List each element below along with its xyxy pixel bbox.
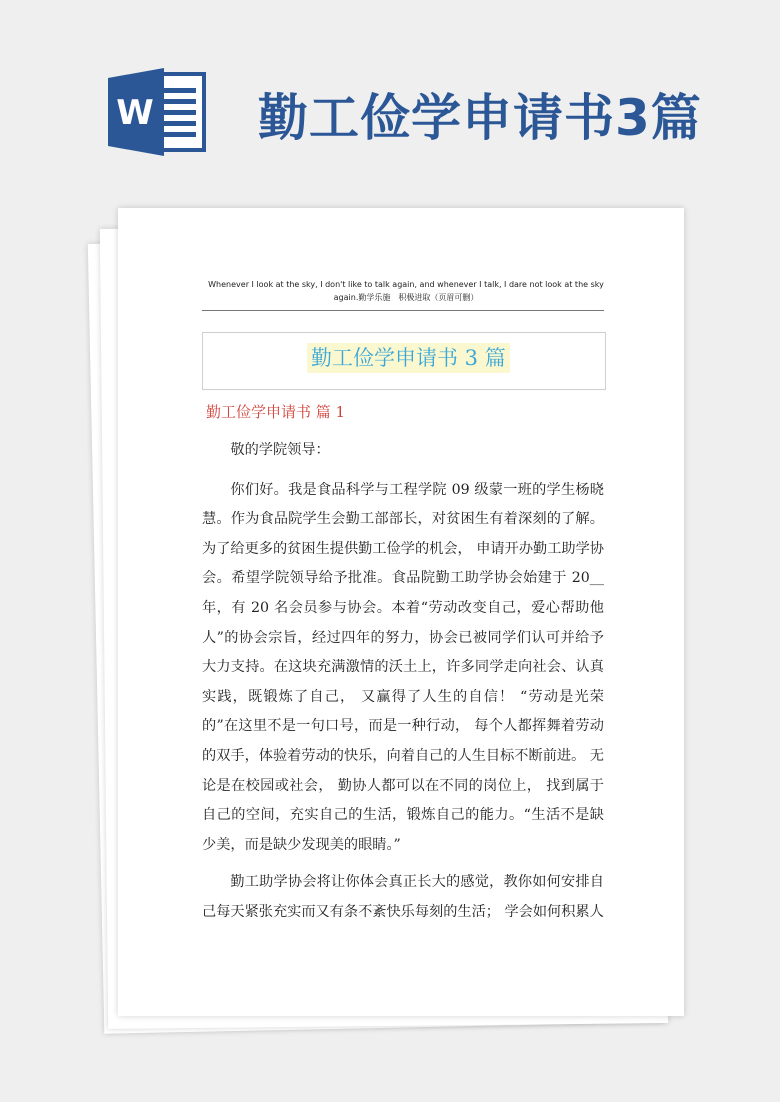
document-title: 勤工俭学申请书3篇: [258, 89, 702, 147]
paragraph-1: 你们好。我是食品科学与工程学院 09 级蒙一班的学生杨晓慧。作为食品院学生会勤工部部长，对贫困生有着深刻的了解。为了给更多的贫困生提供勤工俭学的机会， 申请开办勤工助学协会。希望学院领导给予批准。食品院勤工助学协会始建于 20__ 年，有 20 名会员参与协会。本着“劳动改变自己，爱心帮助他人”的协会宗旨，经过四年的努力，协会已被同学们认可并给予大力支持。在这块充满激情的沃土上，许多同学走向社会、认真实践，既锻炼了自己， 又赢得了人生的自信！ “劳动是光荣的”在这里不是一句口号，而是一种行动， 每个人都挥舞着劳动的双手，体验着劳动的快乐，向着自己的人生目标不断前进。 无论是在校园或社会， 勤协人都可以在不同的岗位上， 找到属于自己的空间，充实自己的生活，锻炼自己的能力。“生活不是缺少美，而是缺少发现美的眼睛。”: [202, 481, 604, 853]
word-document-icon: [108, 68, 208, 156]
section-heading: 勤工俭学申请书 篇 1: [206, 403, 346, 421]
header-divider: [202, 310, 604, 311]
page-header-text: Whenever I look at the sky, I don't like to talk again, and whenever I talk, I dare not look at the sky again.勤学乐施 积极进取（页眉可删）: [208, 280, 604, 302]
page-title: 勤工俭学申请书 3 篇: [307, 343, 510, 373]
greeting: 敬的学院领导：: [230, 442, 330, 458]
title-box: [202, 332, 606, 390]
letter-body: [202, 436, 604, 928]
banner: [0, 0, 780, 200]
document-page: [118, 208, 684, 1016]
paragraph-2: 勤工助学协会将让你体会真正长大的感觉，教你如何安排自己每天紧张充实而又有条不紊快乐每刻的生活； 学会如何积累人: [202, 874, 604, 920]
svg-text:W: W: [116, 93, 154, 133]
